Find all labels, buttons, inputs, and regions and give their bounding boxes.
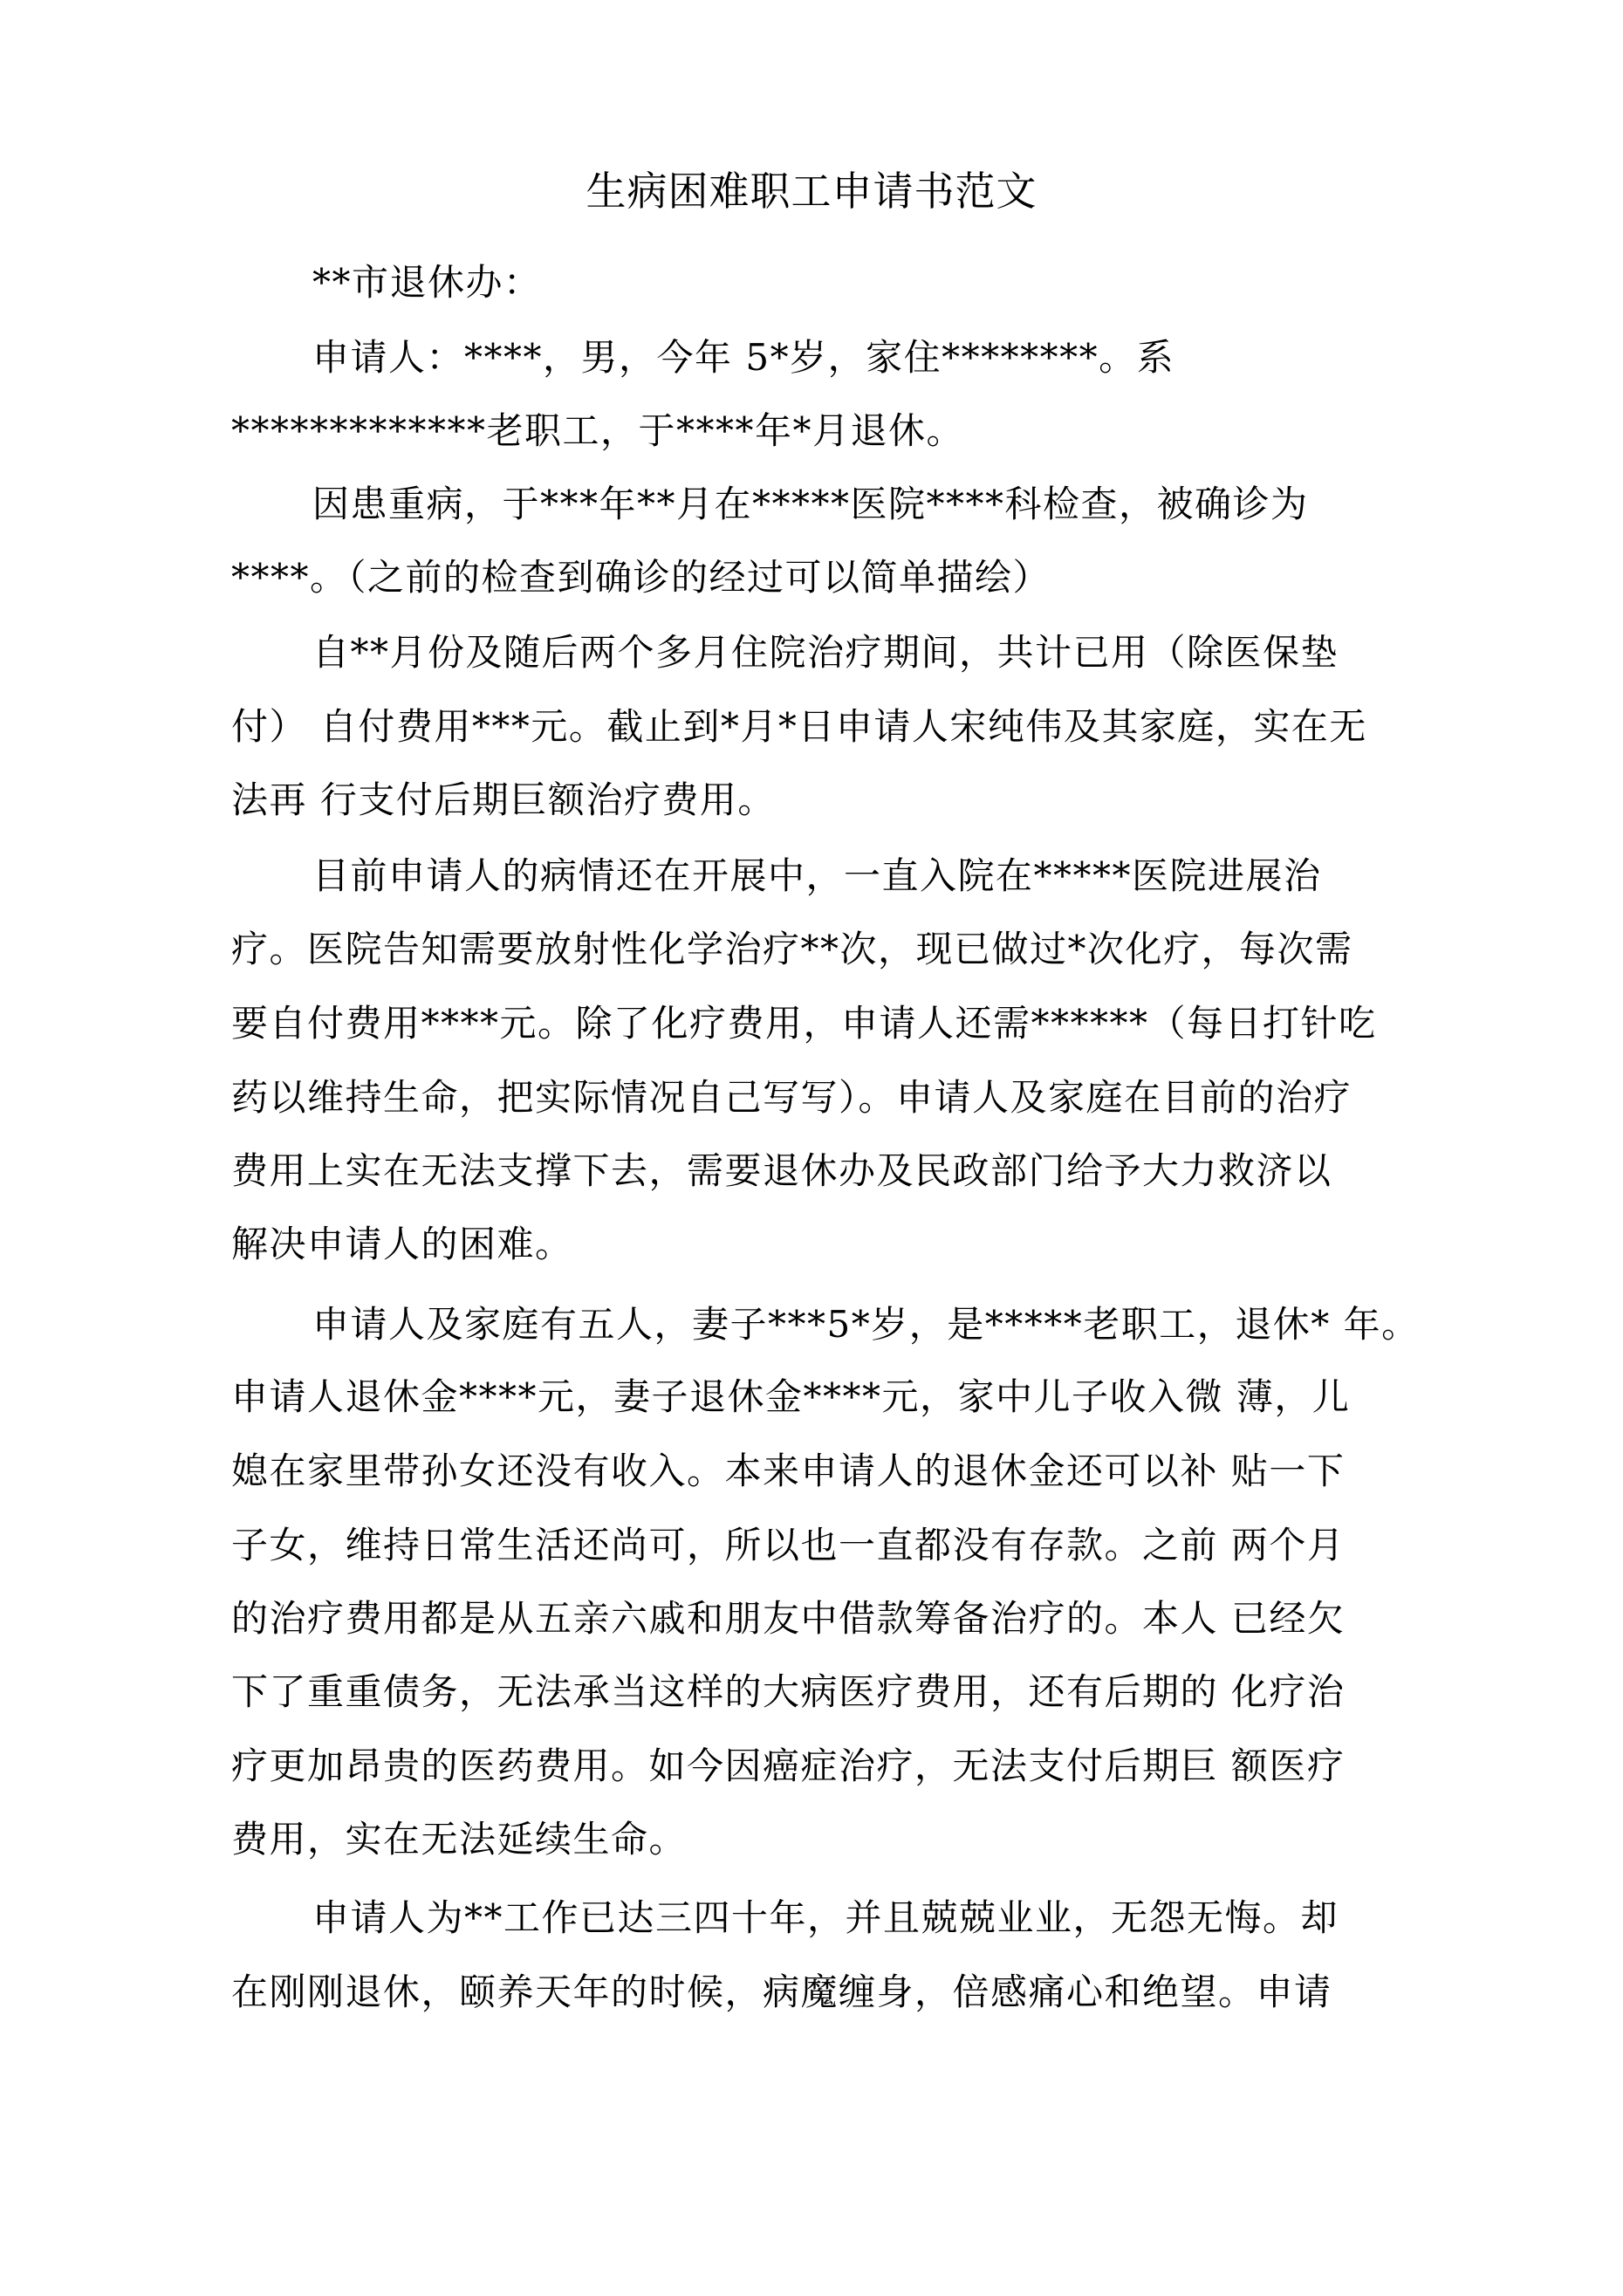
paragraph-line: 费用，实在无法延续生命。 [231,1818,688,1861]
paragraph-line: 申请人为**工作已达三四十年，并且兢兢业业，无怨无悔。却 [312,1896,1339,1939]
paragraph-line: 疗。医院告知需要放射性化学治疗**次，现已做过*次化疗，每次需 [231,928,1353,970]
paragraph-line: 媳在家里带孙女还没有收入。本来申请人的退休金还可以补 贴一下 [231,1450,1346,1492]
paragraph-line: ****。（之前的检查到确诊的经过可以简单描绘） [231,556,1051,599]
paragraph-line: 解决申请人的困难。 [231,1223,573,1265]
paragraph-line: 药以维持生命，把实际情况自己写写）。申请人及家庭在目前的治疗 [231,1076,1352,1119]
paragraph-line: 费用上实在无法支撑下去，需要退休办及民政部门给予大力救济以 [231,1149,1332,1192]
paragraph-line: 目前申请人的病情还在开展中，一直入院在*****医院进展治 [312,854,1322,897]
paragraph-line: 因患重病，于***年**月在*****医院****科检查，被确诊为 [312,483,1309,525]
paragraph-line: 要自付费用****元。除了化疗费用，申请人还需******（每日打针吃 [231,1002,1377,1045]
paragraph-line: 在刚刚退休，颐养天年的时候，病魔缠身，倍感痛心和绝望。申请 [231,1970,1332,2013]
salutation: **市退休办： [312,261,542,304]
paragraph-line: 的治疗费用都是从五亲六戚和朋友中借款筹备治疗的。本人 已经欠 [231,1597,1346,1640]
paragraph-line: 自**月份及随后两个多月住院治疗期间，共计已用（除医保垫 [312,631,1339,674]
paragraph-line: 法再 行支付后期巨额治疗费用。 [231,778,776,821]
paragraph-line: 付） 自付费用***元。截止到*月*日申请人宋纯伟及其家庭，实在无 [231,705,1367,748]
paragraph-line: 疗更加昂贵的医药费用。如今因癌症治疗，无法支付后期巨 额医疗 [231,1744,1346,1787]
paragraph-line: *************老职工，于****年*月退休。 [231,409,965,452]
paragraph-line: 子女，维持日常生活还尚可，所以也一直都没有存款。之前 两个月 [231,1524,1346,1566]
paragraph-line: 申请人退休金****元，妻子退休金****元，家中儿子收入微 薄，儿 [231,1375,1351,1418]
paragraph-line: 申请人：****，男，今年 5*岁，家住********。系 [312,336,1175,379]
document-title: 生病困难职工申请书范文 [586,168,1037,215]
paragraph-line: 下了重重债务，无法承当这样的大病医疗费用，还有后期的 化疗治 [231,1670,1346,1713]
paragraph-line: 申请人及家庭有五人，妻子***5*岁，是*****老职工，退休* 年。 [312,1303,1420,1346]
